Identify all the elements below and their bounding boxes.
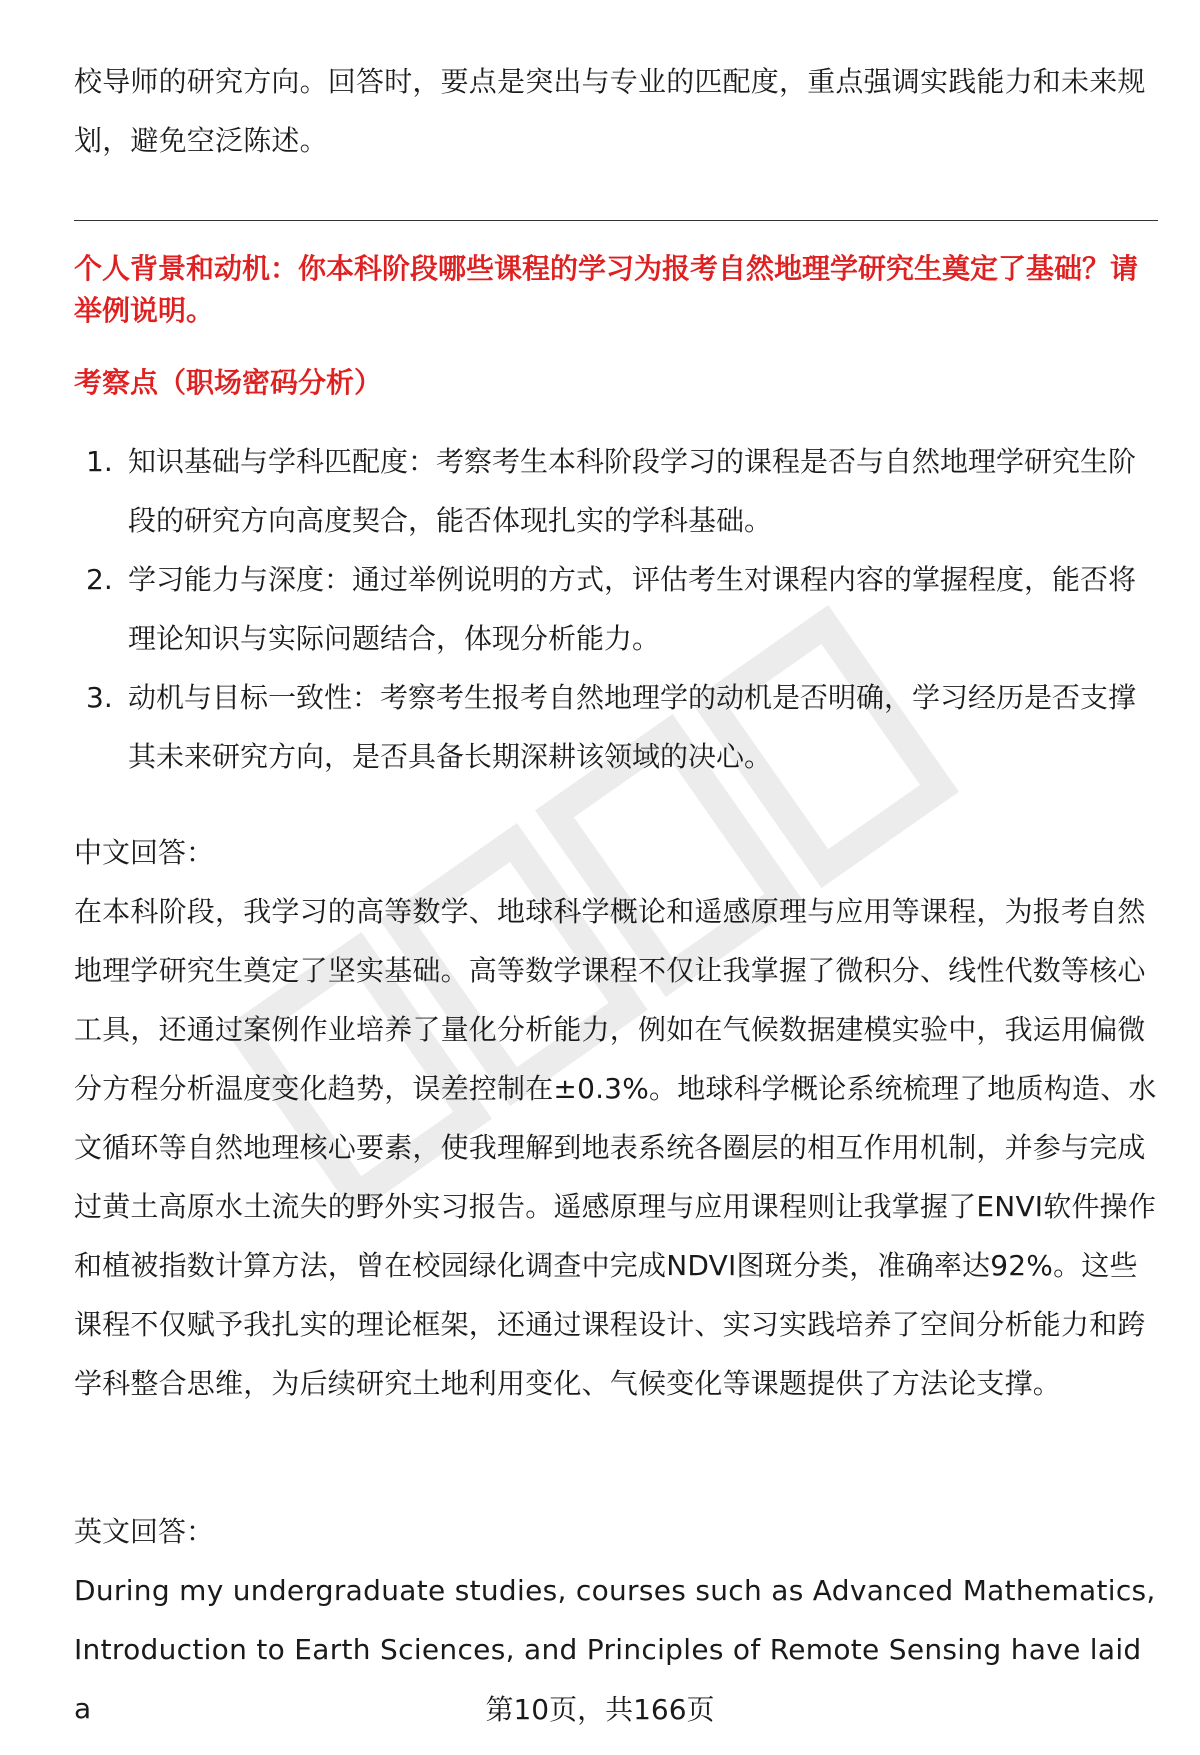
- intro-paragraph: 校导师的研究方向。回答时，要点是突出与专业的匹配度，重点强调实践能力和未来规划，避免空泛陈述。: [74, 65, 1146, 157]
- list-item-number: 3.: [86, 681, 113, 714]
- list-item-number: 1.: [86, 445, 113, 478]
- chinese-answer-label: 中文回答：: [74, 836, 215, 869]
- question-heading: 个人背景和动机：你本科阶段哪些课程的学习为报考自然地理学研究生奠定了基础？请举例说明。: [74, 252, 1139, 327]
- page-footer: 第10页，共166页: [485, 1693, 715, 1726]
- list-item-number: 2.: [86, 563, 113, 596]
- list-item: [74, 550, 1158, 668]
- list-item: [74, 432, 1158, 550]
- list-item-text: 动机与目标一致性：考察考生报考自然地理学的动机是否明确，学习经历是否支撑其未来研究方向，是否具备长期深耕该领域的决心。: [128, 681, 1137, 773]
- assessment-points-list: [74, 432, 1158, 786]
- english-answer-paragraph: During my undergraduate studies, courses such as Advanced Mathematics, Introduction to Earth Sciences, and Principles of Remote Sensing have laid a: [74, 1574, 1156, 1725]
- english-answer-label: 英文回答：: [74, 1515, 215, 1548]
- chinese-answer-paragraph: 在本科阶段，我学习的高等数学、地球科学概论和遥感原理与应用等课程，为报考自然地理学研究生奠定了坚实基础。高等数学课程不仅让我掌握了微积分、线性代数等核心工具，还通过案例作业培养了量化分析能力，例如在气候数据建模实验中，我运用偏微分方程分析温度变化趋势，误差控制在±0.3%。地球科学概论系统梳理了地质构造、水文循环等自然地理核心要素，使我理解到地表系统各圈层的相互作用机制，并参与完成过黄土高原水土流失的野外实习报告。遥感原理与应用课程则让我掌握了ENVI软件操作和植被指数计算方法，曾在校园绿化调查中完成NDVI图斑分类，准确率达92%。这些课程不仅赋予我扎实的理论框架，还通过课程设计、实习实践培养了空间分析能力和跨学科整合思维，为后续研究土地利用变化、气候变化等课题提供了方法论支撑。: [74, 895, 1157, 1400]
- list-item: [74, 668, 1158, 786]
- list-item-text: 学习能力与深度：通过举例说明的方式，评估考生对课程内容的掌握程度，能否将理论知识与实际问题结合，体现分析能力。: [128, 563, 1137, 655]
- list-item-text: 知识基础与学科匹配度：考察考生本科阶段学习的课程是否与自然地理学研究生阶段的研究方向高度契合，能否体现扎实的学科基础。: [128, 445, 1137, 537]
- section-divider: [74, 220, 1158, 221]
- section-title: 考察点（职场密码分析）: [74, 366, 383, 399]
